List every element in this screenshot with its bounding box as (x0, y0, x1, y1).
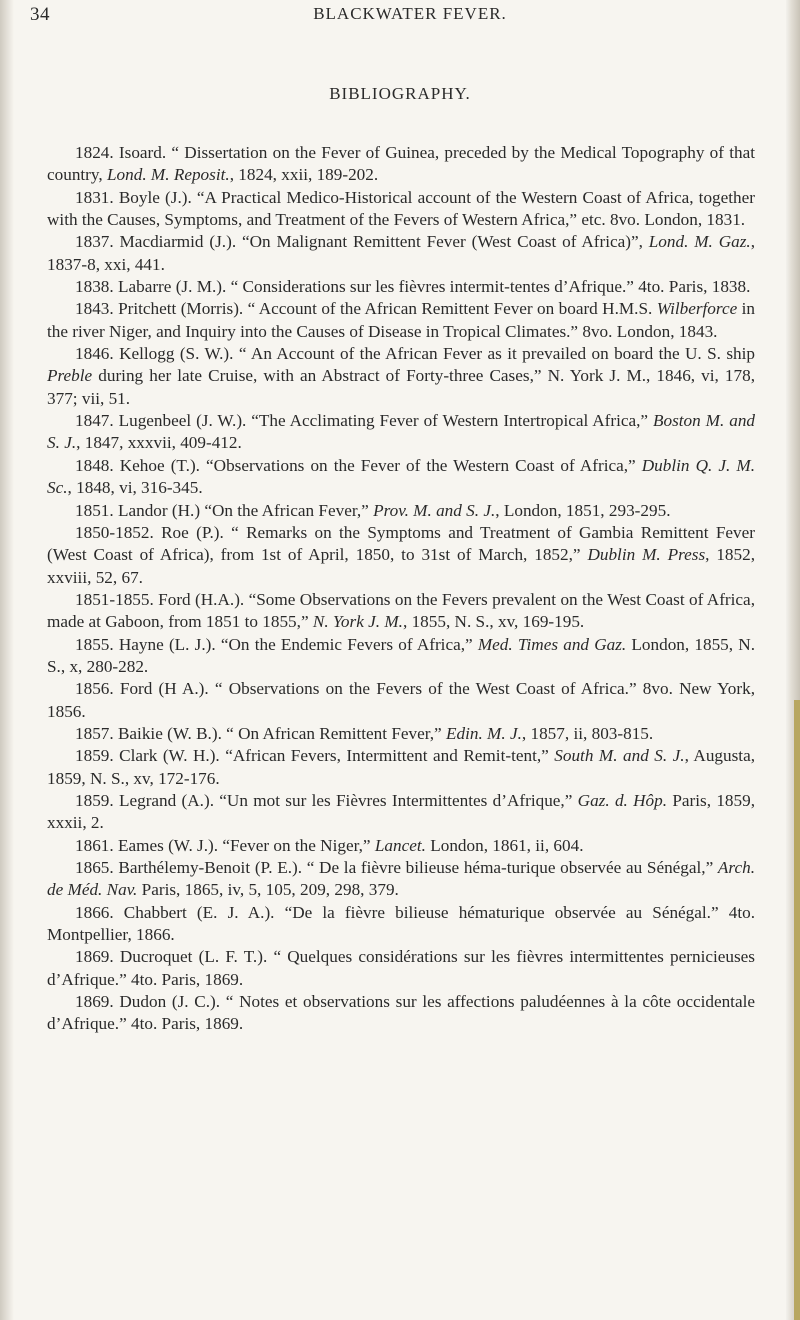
bibliography-list (47, 142, 755, 1036)
bibliography-entry: 1855. Hayne (L. J.). “On the Endemic Fevers of Africa,” Med. Times and Gaz. London, 1855, N. S., x, 280-282. (47, 634, 755, 676)
bibliography-entry: 1857. Baikie (W. B.). “ On African Remittent Fever,” Edin. M. J., 1857, ii, 803-815. (75, 723, 654, 743)
running-head (30, 4, 770, 30)
section-title: BIBLIOGRAPHY. (329, 84, 471, 103)
page-gutter-shadow (0, 0, 14, 1320)
page-number: 34 (30, 4, 50, 25)
bibliography-entry: 1838. Labarre (J. M.). “ Considerations sur les fièvres intermit-tentes d’Afrique.” 4to. Paris, 1838. (75, 277, 751, 297)
bibliography-entry: 1861. Eames (W. J.). “Fever on the Niger,” Lancet. London, 1861, ii, 604. (75, 835, 584, 855)
bibliography-entry: 1848. Kehoe (T.). “Observations on the Fever of the Western Coast of Africa,” Dublin Q. J. M. Sc., 1848, vi, 316-345. (47, 455, 755, 498)
bibliography-entry: 1846. Kellogg (S. W.). “ An Account of the African Fever as it prevailed on board the U. S. ship Preble during her late Cruise, with an Abstract of Forty-three Cases,” N. York J. M., 1846, vi, 178, 377; vii, 51. (47, 344, 755, 408)
bibliography-entry: 1856. Ford (H A.). “ Observations on the Fevers of the West Coast of Africa.” 8vo. New York, 1856. (47, 679, 755, 721)
bibliography-entry: 1851. Landor (H.) “On the African Fever,” Prov. M. and S. J., London, 1851, 293-295. (75, 500, 671, 520)
bibliography-entry: 1850-1852. Roe (P.). “ Remarks on the Symptoms and Treatment of Gambia Remittent Fever (West Coast of Africa), from 1st of April, 1850, to 31st of March, 1852,” Dublin M. Press, 1852, xxviii, 52, 67. (47, 522, 755, 587)
bibliography-entry: 1859. Clark (W. H.). “African Fevers, Intermittent and Remit-tent,” South M. and S. J., Augusta, 1859, N. S., xv, 172-176. (47, 746, 755, 788)
bibliography-entry: 1869. Ducroquet (L. F. T.). “ Quelques considérations sur les fièvres intermittentes pernicieuses d’Afrique.” 4to. Paris, 1869. (47, 947, 755, 989)
bibliography-entry: 1866. Chabbert (E. J. A.). “De la fièvre bilieuse hématurique observée au Sénégal.” 4to. Montpellier, 1866. (47, 902, 755, 945)
page-edge-tab (794, 700, 800, 1320)
bibliography-entry: 1851-1855. Ford (H.A.). “Some Observations on the Fevers prevalent on the West Coast of Africa, made at Gaboon, from 1851 to 1855,” N. York J. M., 1855, N. S., xv, 169-195. (47, 589, 755, 632)
bibliography-entry: 1859. Legrand (A.). “Un mot sur les Fièvres Intermittentes d’Afrique,” Gaz. d. Hôp. Paris, 1859, xxxii, 2. (47, 790, 755, 833)
bibliography-entry: 1865. Barthélemy-Benoit (P. E.). “ De la fièvre bilieuse héma-turique observée au Sénégal,” Arch. de Méd. Nav. Paris, 1865, iv, 5, 105, 209, 298, 379. (47, 858, 755, 900)
bibliography-entry: 1847. Lugenbeel (J. W.). “The Acclimating Fever of Western Intertropical Africa,” Boston M. and S. J., 1847, xxxvii, 409-412. (47, 411, 756, 453)
running-title: BLACKWATER FEVER. (313, 4, 507, 23)
bibliography-entry: 1831. Boyle (J.). “A Practical Medico-Historical account of the Western Coast of Africa, together with the Causes, Symptoms, and Treatment of the Fevers of Western Africa,” etc. 8vo. London, 1831. (47, 187, 755, 230)
bibliography-entry: 1837. Macdiarmid (J.). “On Malignant Remittent Fever (West Coast of Africa)”, Lond. M. Gaz., 1837-8, xxi, 441. (47, 232, 755, 274)
bibliography-entry: 1824. Isoard. “ Dissertation on the Fever of Guinea, preceded by the Medical Topography of that country, Lond. M. Reposit., 1824, xxii, 189-202. (47, 143, 755, 185)
bibliography-entry: 1869. Dudon (J. C.). “ Notes et observations sur les affections paludéennes à la côte occidentale d’Afrique.” 4to. Paris, 1869. (47, 992, 755, 1034)
bibliography-entry: 1843. Pritchett (Morris). “ Account of the African Remittent Fever on board H.M.S. Wilberforce in the river Niger, and Inquiry into the Causes of Disease in Tropical Climates.” 8vo. London, 1843. (47, 299, 755, 341)
